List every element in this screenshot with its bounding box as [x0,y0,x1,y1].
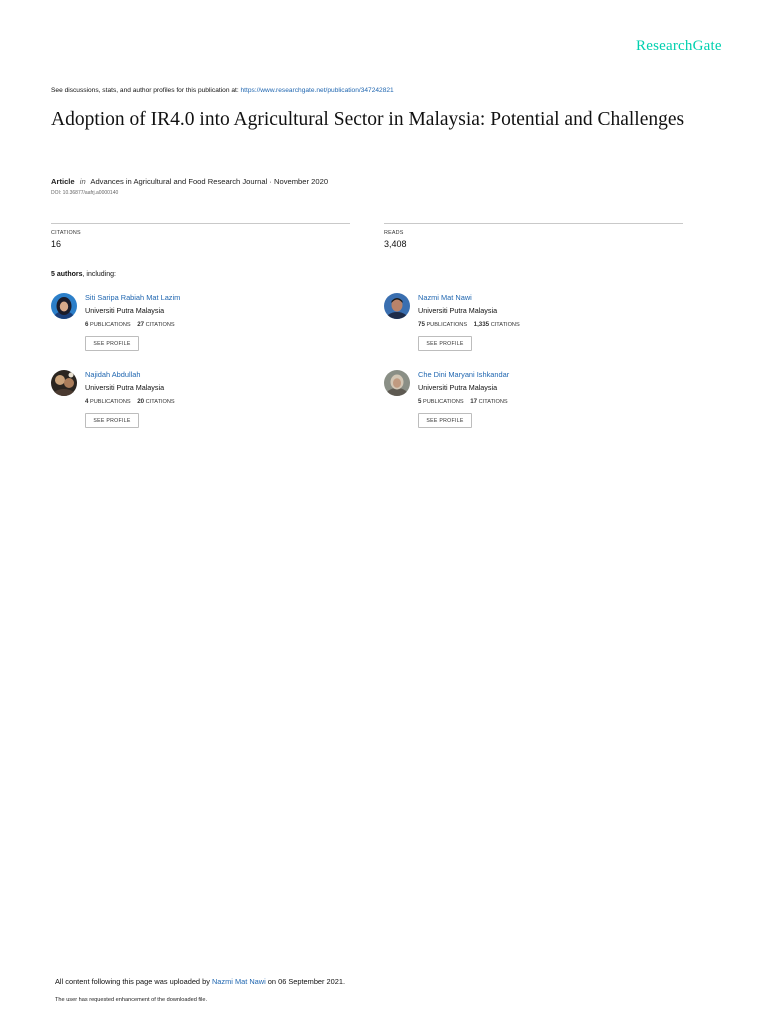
publication-url-link[interactable]: https://www.researchgate.net/publication/347242821 [240,87,394,94]
author-counts [85,321,175,328]
upload-note [55,977,345,986]
publications-count: 4 [85,398,89,405]
reads-value: 3,408 [384,239,407,249]
avatar[interactable] [384,370,410,396]
publications-count: 6 [85,321,89,328]
author-name-link[interactable]: Nazmi Mat Nawi [418,293,472,302]
author-name-link[interactable]: Siti Saripa Rabiah Mat Lazim [85,293,181,302]
see-profile-button[interactable]: SEE PROFILE [418,336,472,351]
publications-label: PUBLICATIONS [90,322,131,328]
discussion-prefix: See discussions, stats, and author profiles for this publication at: [51,87,241,94]
author-institution: Universiti Putra Malaysia [418,383,498,392]
enhancement-note: The user has requested enhancement of the downloaded file. [55,997,208,1003]
author-counts [418,321,520,328]
author-card [384,293,684,363]
author-card [51,293,351,363]
author-citations-label: CITATIONS [145,322,175,328]
publication-title: Adoption of IR4.0 into Agricultural Sector in Malaysia: Potential and Challenges [51,109,685,130]
authors-suffix: , including: [82,271,116,278]
citations-value: 16 [51,239,62,249]
avatar[interactable] [384,293,410,319]
publication-meta [51,177,328,186]
avatar[interactable] [51,293,77,319]
upload-prefix: All content following this page was uploaded by [55,977,212,986]
citations-label: CITATIONS [51,230,81,236]
author-name-link[interactable]: Najidah Abdullah [85,370,141,379]
author-name-link[interactable]: Che Dini Maryani Ishkandar [418,370,510,379]
publications-label: PUBLICATIONS [423,399,464,405]
publications-count: 75 [418,321,425,328]
see-profile-button[interactable]: SEE PROFILE [85,413,139,428]
author-counts [418,398,508,405]
author-card [384,370,684,440]
see-profile-button[interactable]: SEE PROFILE [418,413,472,428]
author-citations-count: 27 [137,321,145,328]
researchgate-logo[interactable]: ResearchGate [636,38,722,54]
in-word: in [79,177,86,186]
journal-date: Advances in Agricultural and Food Research Journal · November 2020 [90,177,329,186]
author-counts [85,398,175,405]
authors-heading [51,271,116,278]
publications-count: 5 [418,398,422,405]
publications-label: PUBLICATIONS [426,322,468,328]
author-institution: Universiti Putra Malaysia [85,306,165,315]
reads-label: READS [384,230,404,236]
avatar[interactable] [51,370,77,396]
author-citations-label: CITATIONS [478,399,508,405]
author-citations-count: 20 [137,398,145,405]
author-institution: Universiti Putra Malaysia [85,383,165,392]
publications-label: PUBLICATIONS [90,399,131,405]
publication-doi: DOI: 10.36877/aafrj.a0000140 [51,190,119,196]
author-card [51,370,351,440]
author-citations-count: 17 [470,398,478,405]
reads-stat [384,223,683,249]
discussion-line [51,87,394,94]
uploader-link[interactable]: Nazmi Mat Nawi [211,977,266,986]
see-profile-button[interactable]: SEE PROFILE [85,336,139,351]
upload-suffix: on 06 September 2021. [265,977,346,986]
author-citations-label: CITATIONS [145,399,175,405]
author-institution: Universiti Putra Malaysia [418,306,498,315]
author-citations-count: 1,335 [473,321,490,328]
publication-type: Article [51,177,75,186]
authors-count: 5 authors [51,271,83,278]
citations-stat [51,223,350,249]
author-citations-label: CITATIONS [490,322,520,328]
